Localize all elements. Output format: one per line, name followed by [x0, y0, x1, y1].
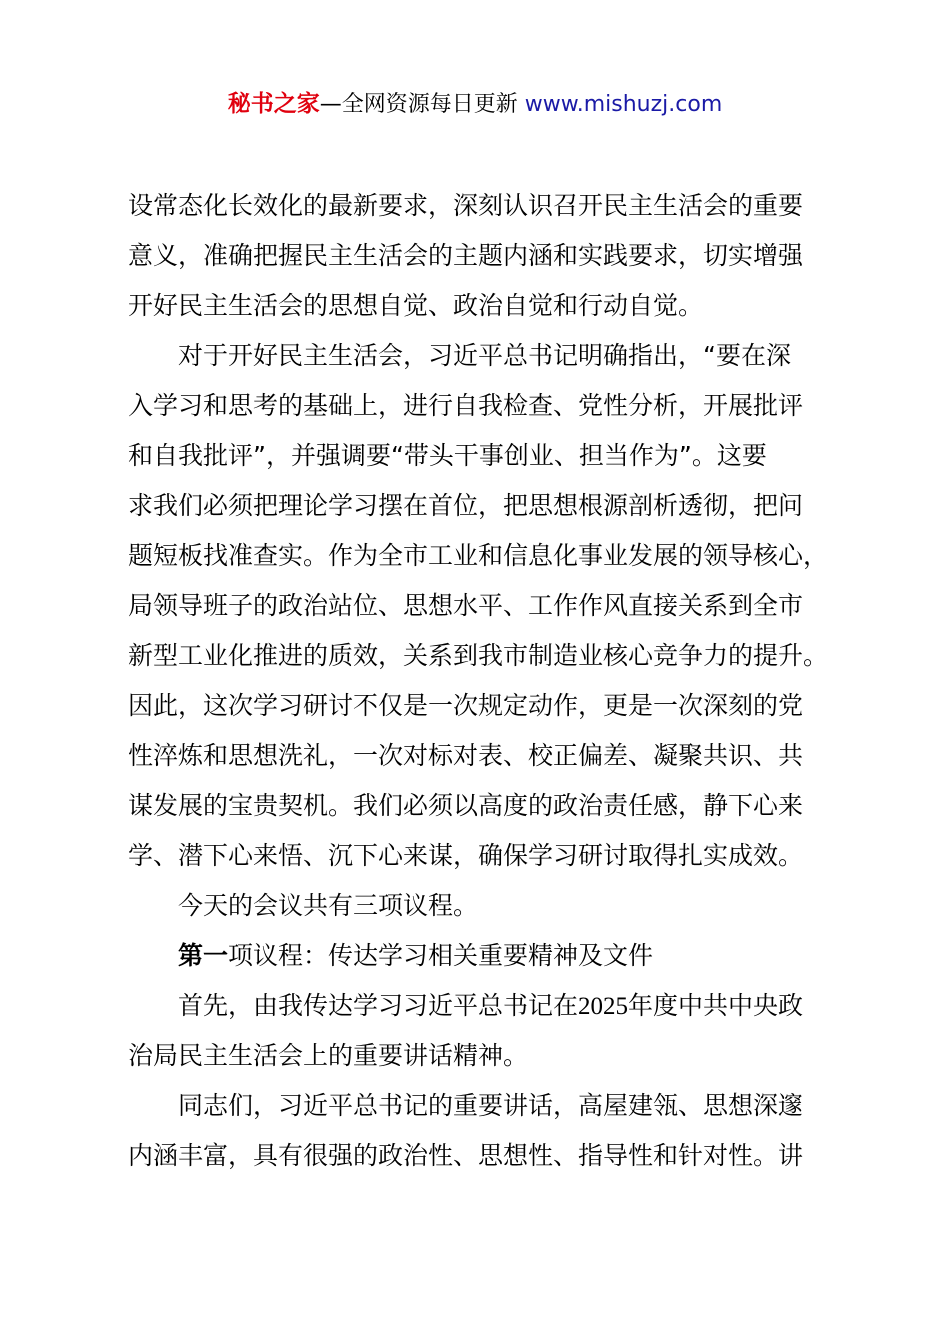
text-line: 开好民主生活会的思想自觉、政治自觉和行动自觉。 [128, 291, 704, 320]
text-segment: 首先，由我传达学习习近平总书记在 [178, 991, 579, 1020]
text-segment: 年度中共中央政 [628, 991, 804, 1020]
text-line: 意义，准确把握民主生活会的主题内涵和实践要求，切实增强 [128, 241, 804, 270]
text-line: 题短板找准查实。作为全市工业和信息化事业发展的领导核心， [128, 541, 829, 570]
header-tagline: —全网资源每日更新 [319, 92, 518, 117]
site-header [0, 86, 950, 123]
text-line: 对于开好民主生活会，习近平总书记明确指出，“要在深 [178, 341, 791, 370]
text-line: 治局民主生活会上的重要讲话精神。 [128, 1041, 529, 1070]
text-line: 入学习和思考的基础上，进行自我检查、党性分析，开展批评 [128, 391, 804, 420]
text-line: 局领导班子的政治站位、思想水平、工作作风直接关系到全市 [128, 591, 804, 620]
text-line: 学、潜下心来悟、沉下心来谋，确保学习研讨取得扎实成效。 [128, 841, 804, 870]
year-number: 2025 [578, 993, 629, 1020]
text-line [128, 981, 848, 1031]
text-line: 今天的会议共有三项议程。 [178, 891, 479, 920]
text-line: 和自我批评”，并强调要“带头干事创业、担当作为”。这要 [128, 441, 767, 470]
text-line: 新型工业化推进的质效，关系到我市制造业核心竞争力的提升。 [128, 641, 829, 670]
agenda-heading-bold: 第一 [178, 941, 229, 970]
text-line: 求我们必须把理论学习摆在首位，把思想根源剖析透彻，把问 [128, 491, 804, 520]
brand-name: 秘书之家 [227, 91, 320, 117]
text-line: 设常态化长效化的最新要求，深刻认识召开民主生活会的重要 [128, 191, 804, 220]
agenda-heading-text: 项议程：传达学习相关重要精神及文件 [228, 941, 654, 970]
text-line: 同志们，习近平总书记的重要讲话，高屋建瓴、思想深邃 [178, 1091, 804, 1120]
text-line: 性淬炼和思想洗礼，一次对标对表、校正偏差、凝聚共识、共 [128, 741, 804, 770]
agenda-heading [128, 931, 848, 981]
text-line: 内涵丰富，具有很强的政治性、思想性、指导性和针对性。讲 [128, 1141, 804, 1170]
document-body [128, 181, 848, 1181]
text-line: 因此，这次学习研讨不仅是一次规定动作，更是一次深刻的党 [128, 691, 804, 720]
site-url-link[interactable]: www.mishuzj.com [524, 92, 723, 117]
text-line: 谋发展的宝贵契机。我们必须以高度的政治责任感，静下心来 [128, 791, 804, 820]
